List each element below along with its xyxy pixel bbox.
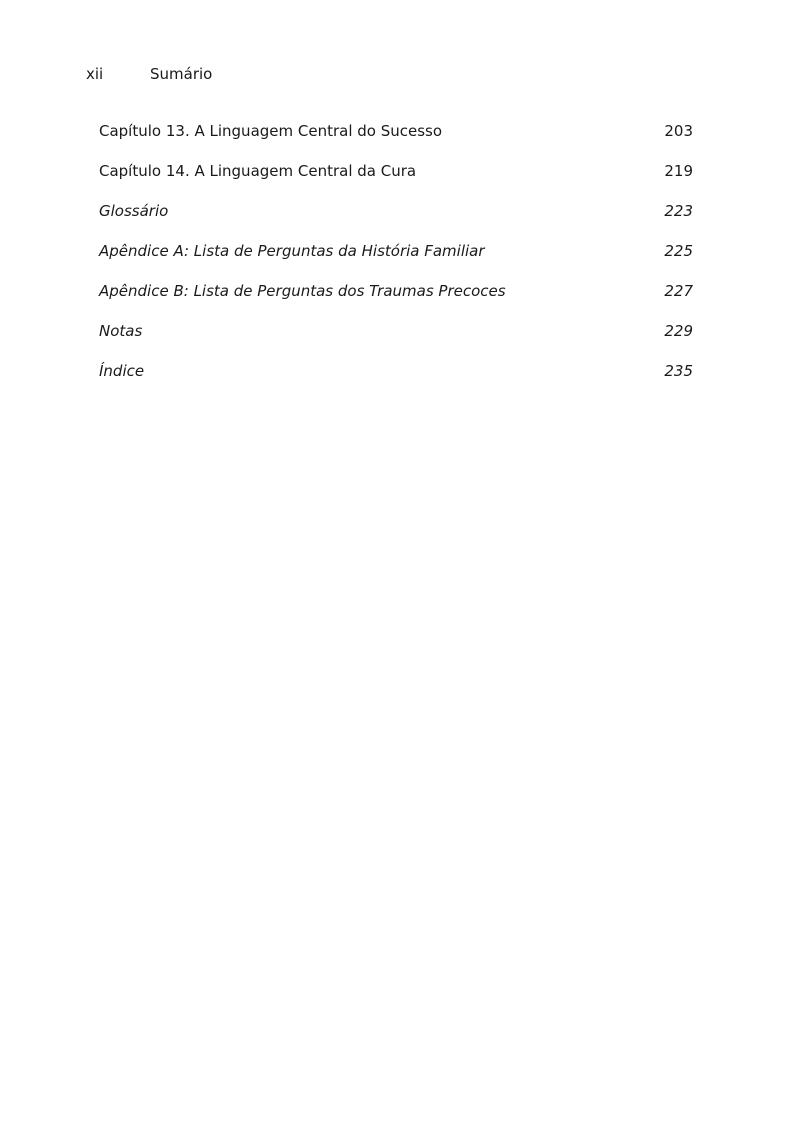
toc-entry-page: 235 <box>664 362 693 380</box>
toc-entry-label: Apêndice A: Lista de Perguntas da História Familiar <box>99 242 485 260</box>
toc-entry-appendix-a <box>99 239 693 279</box>
toc-entry-page: 229 <box>664 322 693 340</box>
toc-entry-notes <box>99 319 693 359</box>
toc-entry-page: 203 <box>664 122 693 140</box>
running-head-title: Sumário <box>150 65 213 83</box>
toc-entry-label: Apêndice B: Lista de Perguntas dos Traumas Precoces <box>99 282 506 300</box>
toc-entry-page: 223 <box>664 202 693 220</box>
toc-entry-label: Capítulo 14. A Linguagem Central da Cura <box>99 162 417 180</box>
page-number: xii <box>86 65 104 83</box>
toc-entry-chapter-14 <box>99 159 693 199</box>
toc-entry-label: Glossário <box>99 202 169 220</box>
toc-entry-page: 225 <box>664 242 693 260</box>
toc-entry-page: 219 <box>664 162 693 180</box>
toc-entry-appendix-b <box>99 279 693 319</box>
toc-entry-label: Capítulo 13. A Linguagem Central do Sucesso <box>99 122 443 140</box>
toc-entry-page: 227 <box>664 282 693 300</box>
toc-entry-glossary <box>99 199 693 239</box>
toc-entry-label: Notas <box>99 322 143 340</box>
table-of-contents <box>99 119 693 399</box>
toc-entry-label: Índice <box>99 362 145 380</box>
toc-entry-index <box>99 359 693 399</box>
toc-entry-chapter-13 <box>99 119 693 159</box>
